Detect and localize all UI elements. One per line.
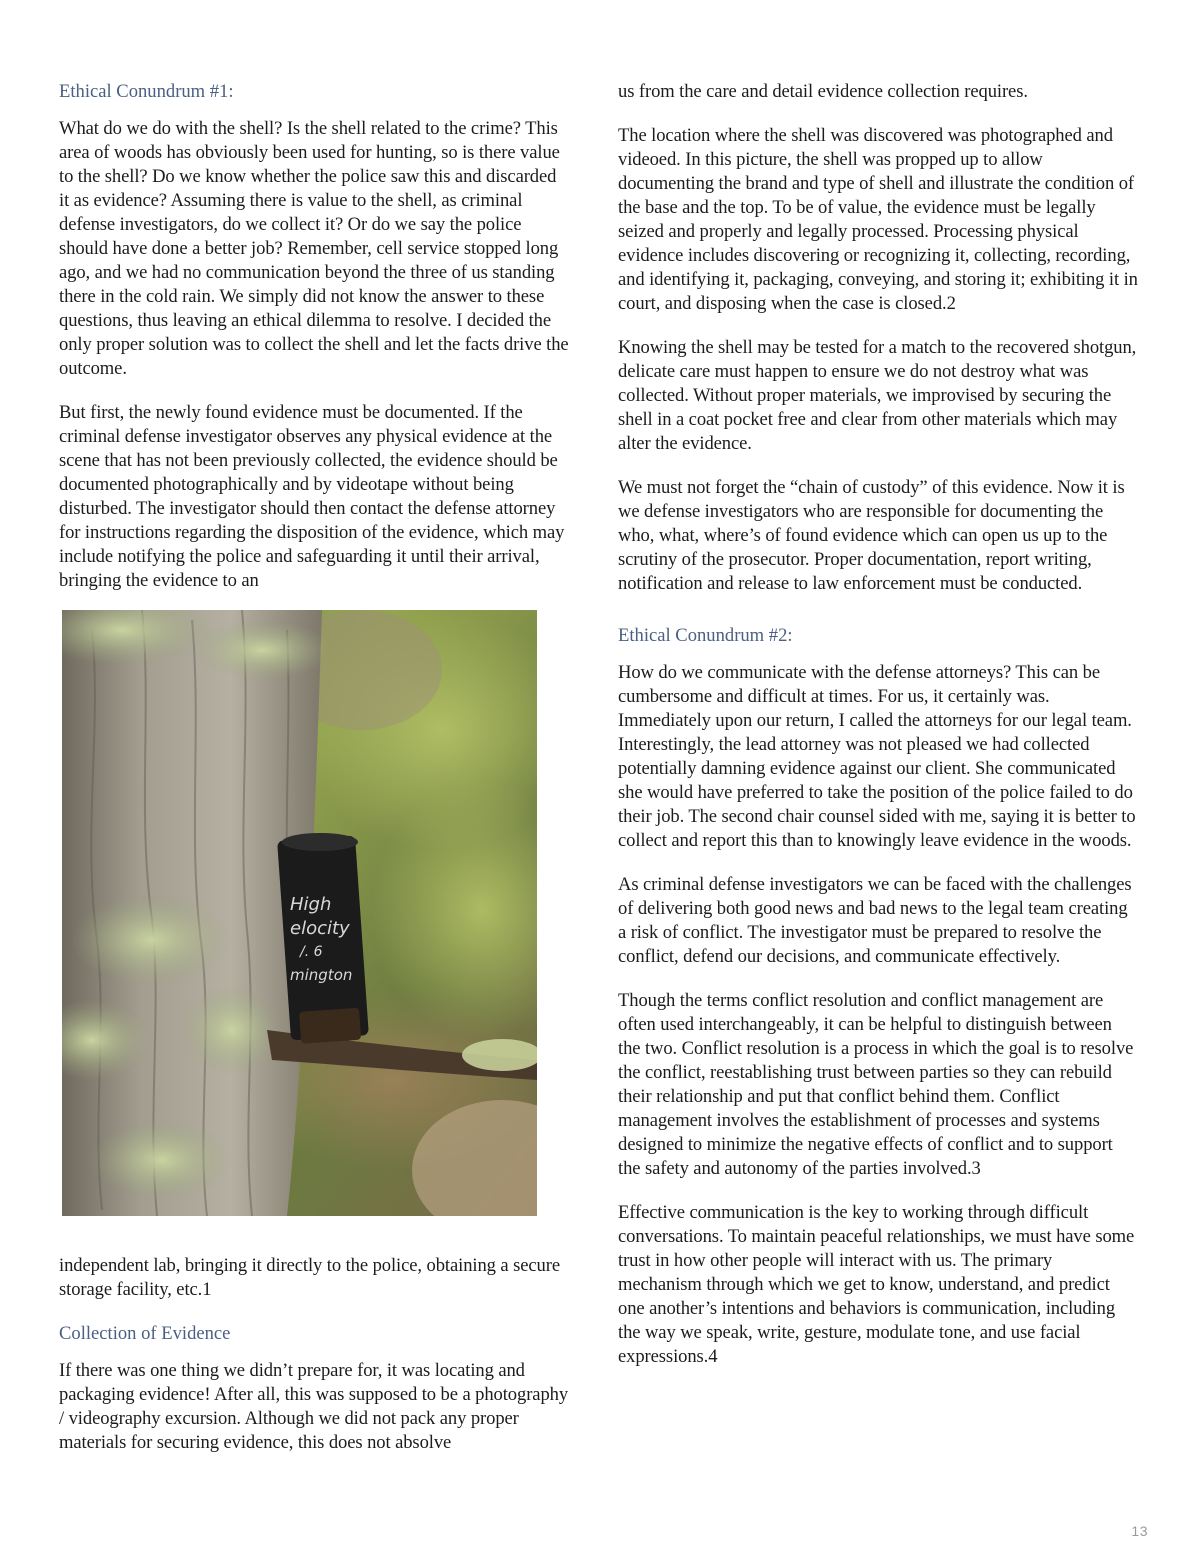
heading-collection-of-evidence: Collection of Evidence [59,1323,231,1344]
left-column [59,80,571,613]
right-column [618,80,1138,1389]
paragraph: Knowing the shell may be tested for a match to the recovered shotgun, delicate care must happen to ensure we do not destroy what was collected. Without proper materials, we improvised by securing the shell in a coat pocket free and clear from other materials which may alter the evidence. [618,337,1137,454]
heading-ethical-conundrum-2: Ethical Conundrum #2: [618,625,793,646]
paragraph: independent lab, bringing it directly to the police, obtaining a secure storage facility, etc.1 [59,1255,560,1300]
paragraph: How do we communicate with the defense attorneys? This can be cumbersome and difficult at times. For us, it certainly was. Immediately upon our return, I called the attorneys for our legal team. Interestingly, the lead attorney was not pleased we had collected potentially damning evidence against our client. She communicated she would have preferred to take the position of the police failed to do their job. The second chair counsel sided with me, saying it is better to collect and report this than to knowingly leave evidence in the woods. [618,662,1136,851]
paragraph: We must not forget the “chain of custody” of this evidence. Now it is we defense investigators who are responsible for documenting the who, what, where’s of found evidence which can open us up to the scrutiny of the prosecutor. Proper documentation, report writing, notification and release to law enforcement must be conducted. [618,477,1125,594]
page-number: 13 [1131,1523,1148,1539]
paragraph: As criminal defense investigators we can be faced with the challenges of delivering both good news and bad news to the legal team creating a risk of conflict. The investigator must be prepared to resolve the conflict, defend our decisions, and communicate effectively. [618,874,1132,967]
paragraph: What do we do with the shell? Is the shell related to the crime? This area of woods has obviously been used for hunting, so is there value to the shell? Do we know whether the police saw this and discarded it as evidence? Assuming there is value to the shell, as criminal defense investigators, do we collect it? Or do we say the police should have done a better job? Remember, cell service stopped long ago, and we had no communication beyond the three of us standing there in the cold rain. We simply did not know the answer to these questions, thus leaving an ethical dilemma to resolve. I decided the only proper solution was to collect the shell and let the facts drive the outcome. [59,118,569,379]
left-column-lower [59,1254,571,1475]
shell-text-line: mington [290,966,353,984]
shell-text-line: /. 6 [300,944,323,960]
paragraph: us from the care and detail evidence collection requires. [618,81,1028,102]
paragraph: The location where the shell was discovered was photographed and videoed. In this picture, the shell was propped up to allow documenting the brand and type of shell and illustrate the condition of the base and the top. To be of value, the evidence must be legally seized and properly and legally processed. Processing physical evidence includes discovering or recognizing it, collecting, recording, and identifying it, packaging, conveying, and storing it; exhibiting it in court, and disposing when the case is closed.2 [618,125,1138,314]
heading-ethical-conundrum-1: Ethical Conundrum #1: [59,81,234,102]
shell-text-line: elocity [290,918,350,939]
paragraph: But first, the newly found evidence must be documented. If the criminal defense investigator observes any physical evidence at the scene that has not been previously collected, the evidence should be documented photographically and by videotape without being disturbed. The investigator should then contact the defense attorney for instructions regarding the disposition of the evidence, which may include notifying the police and safeguarding it until their arrival, bringing the evidence to an [59,402,565,591]
shell-text-line: High [290,894,332,915]
paragraph: Effective communication is the key to working through difficult conversations. To maintain peaceful relationships, we must have some trust in how other people will interact with us. The primary mechanism through which we get to know, understand, and predict one another’s intentions and behaviors is communication, including the way we speak, write, gesture, modulate tone, and use facial expressions.4 [618,1202,1135,1367]
paragraph: If there was one thing we didn’t prepare for, it was locating and packaging evidence! After all, this was supposed to be a photography / videography excursion. Although we did not pack any proper materials for securing evidence, this does not absolve [59,1360,569,1453]
paragraph: Though the terms conflict resolution and conflict management are often used interchangeably, it can be helpful to distinguish between the two. Conflict resolution is a process in which the goal is to resolve the conflict, reestablishing trust between parties so they can rebuild their relationship and put that conflict behind them. Conflict management involves the establishment of processes and systems designed to minimize the negative effects of conflict and to support the safety and autonomy of the parties involved.3 [618,990,1134,1179]
shotgun-shell-photo [62,610,537,1216]
